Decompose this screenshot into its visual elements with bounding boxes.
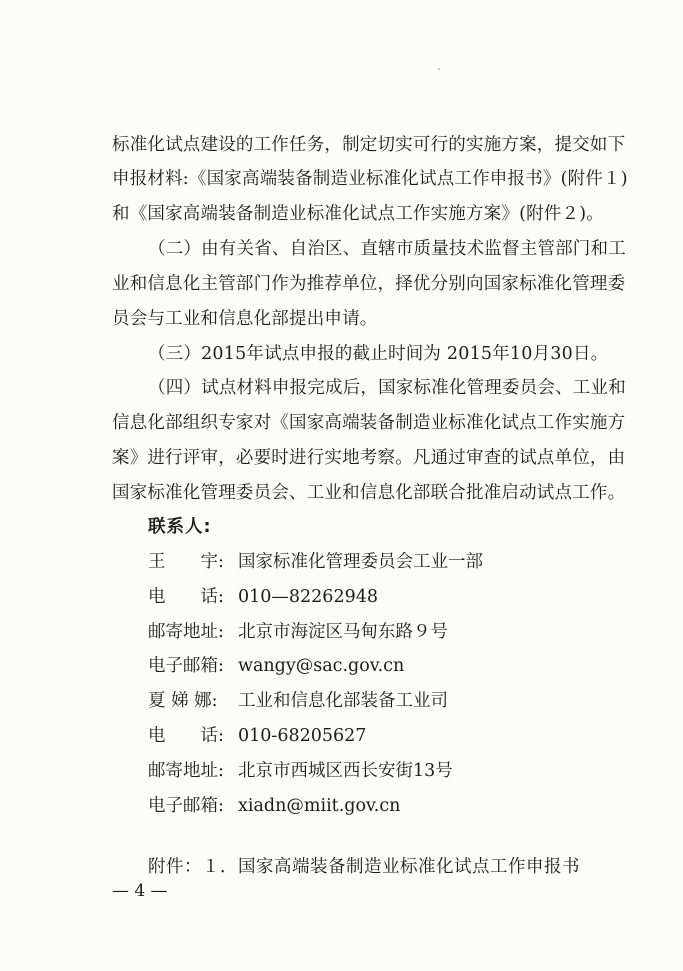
contacts-heading: 联系人:: [148, 517, 212, 537]
contact-row: [148, 655, 404, 677]
contact-row: [148, 621, 448, 643]
contact-label: 电 话:: [148, 726, 224, 746]
contact-value: wangy@sac.gov.cn: [238, 656, 405, 676]
attachment-line: 附件：１．国家高端装备制造业标准化试点工作申报书: [148, 857, 580, 877]
contact-value: 工业和信息化部装备工业司: [238, 691, 448, 711]
paragraph1-line3: 和《国家高端装备制造业标准化试点工作实施方案》(附件２)。: [112, 204, 604, 224]
paragraph1-line1: 标准化试点建设的工作任务，制定切实可行的实施方案，提交如下: [112, 135, 626, 155]
contact-row: [148, 795, 400, 817]
contact-label: 邮寄地址:: [148, 761, 224, 781]
paragraph2-line2: 业和信息化主管部门作为推荐单位，择优分别向国家标准化管理委: [112, 274, 626, 294]
contact-row: [148, 725, 366, 747]
contact-row: [148, 586, 378, 608]
contact-label: 王 宇:: [148, 552, 224, 572]
contact-label: 邮寄地址:: [148, 622, 224, 642]
scan-speck: [438, 68, 440, 70]
paragraph4-line2: 信息化部组织专家对《国家高端装备制造业标准化试点工作实施方: [112, 413, 626, 433]
paragraph3-line1: （三）2015年试点申报的截止时间为 2015年10月30日。: [148, 344, 609, 364]
contact-value: 010—82262948: [238, 587, 378, 607]
contact-label: 夏 娣 娜:: [148, 691, 218, 711]
paragraph1-line2: 申报材料:《国家高端装备制造业标准化试点工作申报书》(附件１): [112, 169, 628, 189]
paragraph4-line4: 国家标准化管理委员会、工业和信息化部联合批准启动试点工作。: [112, 483, 626, 503]
paragraph2-line1: （二）由有关省、自治区、直辖市质量技术监督主管部门和工: [148, 239, 626, 259]
page-number: — 4 —: [112, 881, 168, 901]
paragraph4-line1: （四）试点材料申报完成后，国家标准化管理委员会、工业和: [148, 378, 626, 398]
contact-label: 电 话:: [148, 587, 224, 607]
contact-row: [148, 690, 448, 712]
paragraph2-line3: 员会与工业和信息化部提出申请。: [112, 309, 378, 329]
contact-value: 北京市海淀区马甸东路９号: [238, 622, 448, 642]
paragraph4-line3: 案》进行评审，必要时进行实地考察。凡通过审查的试点单位，由: [112, 448, 626, 468]
contact-label: 电子邮箱:: [148, 656, 224, 676]
contact-value: 北京市西城区西长安街13号: [238, 761, 453, 781]
contact-row: [148, 760, 453, 782]
contact-value: 010-68205627: [238, 726, 367, 746]
contact-label: 电子邮箱:: [148, 796, 224, 816]
contact-value: 国家标准化管理委员会工业一部: [238, 552, 483, 572]
contact-row: [148, 551, 483, 573]
contact-value: xiadn@miit.gov.cn: [238, 796, 401, 816]
